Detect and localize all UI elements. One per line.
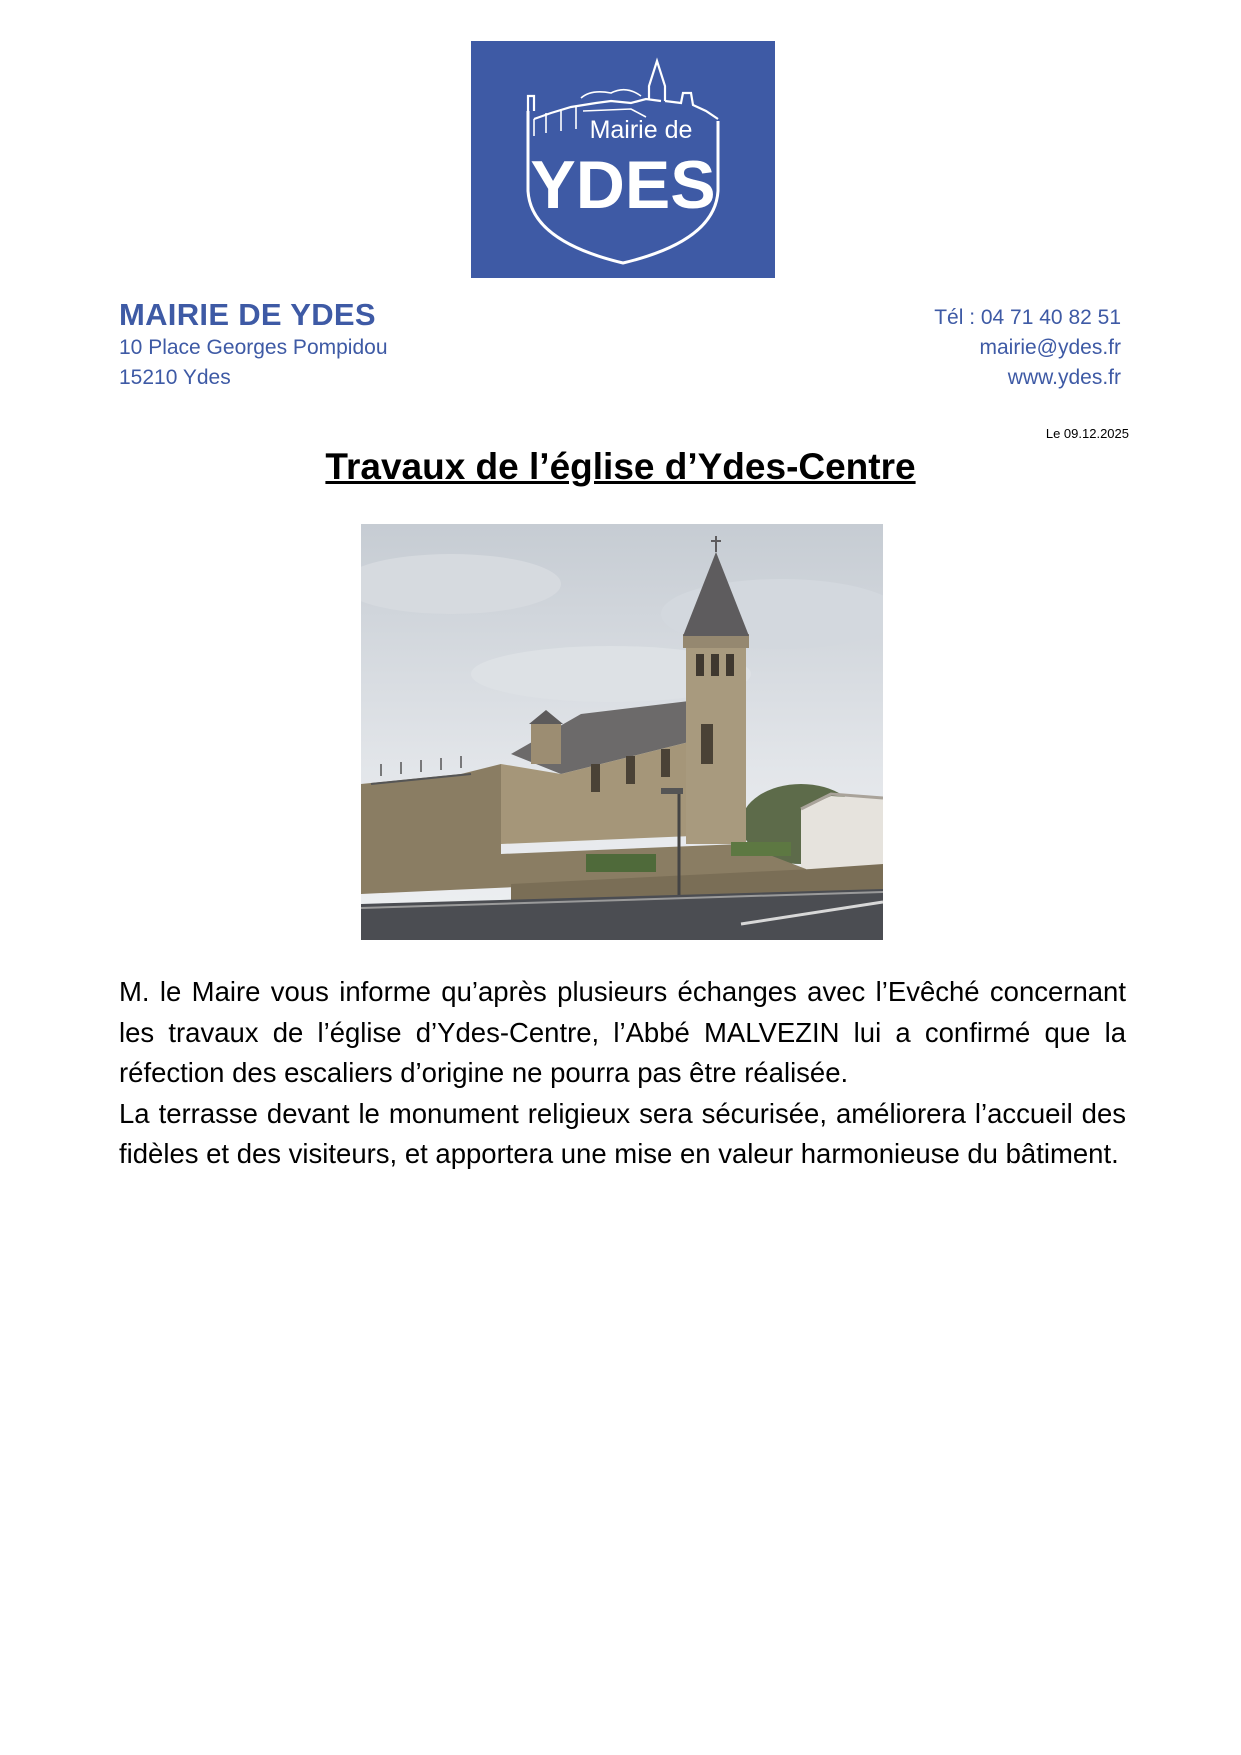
- logo-line2: YDES: [530, 147, 716, 223]
- phone-number: Tél : 04 71 40 82 51: [934, 306, 1121, 329]
- paragraph-2: La terrasse devant le monument religieux sera sécurisée, améliorera l’accueil des fidèles et des visiteurs, et apportera une mise en valeur harmonieuse du bâtiment.: [119, 1097, 1126, 1169]
- mairie-logo: [471, 41, 775, 278]
- shield-logo-icon: [471, 41, 775, 278]
- address-line2: 15210 Ydes: [119, 366, 231, 389]
- document-title: Travaux de l’église d’Ydes-Centre: [325, 446, 916, 487]
- document-date: Le 09.12.2025: [1045, 426, 1129, 441]
- address-line1: 10 Place Georges Pompidou: [119, 336, 388, 359]
- church-photo: [361, 524, 883, 940]
- org-name: MAIRIE DE YDES: [119, 297, 376, 332]
- paragraph-1: M. le Maire vous informe qu’après plusieurs échanges avec l’Evêché concernant les travaux de l’église d’Ydes-Centre, l’Abbé MALVEZIN lui a confirmé que la réfection des escaliers d’origine ne pourra pas être réalisée.: [119, 976, 1126, 1088]
- website-link[interactable]: www.ydes.fr: [1007, 366, 1121, 389]
- email-address[interactable]: mairie@ydes.fr: [979, 336, 1121, 359]
- body-text: [119, 972, 1126, 1175]
- logo-line1: Mairie de: [589, 116, 693, 144]
